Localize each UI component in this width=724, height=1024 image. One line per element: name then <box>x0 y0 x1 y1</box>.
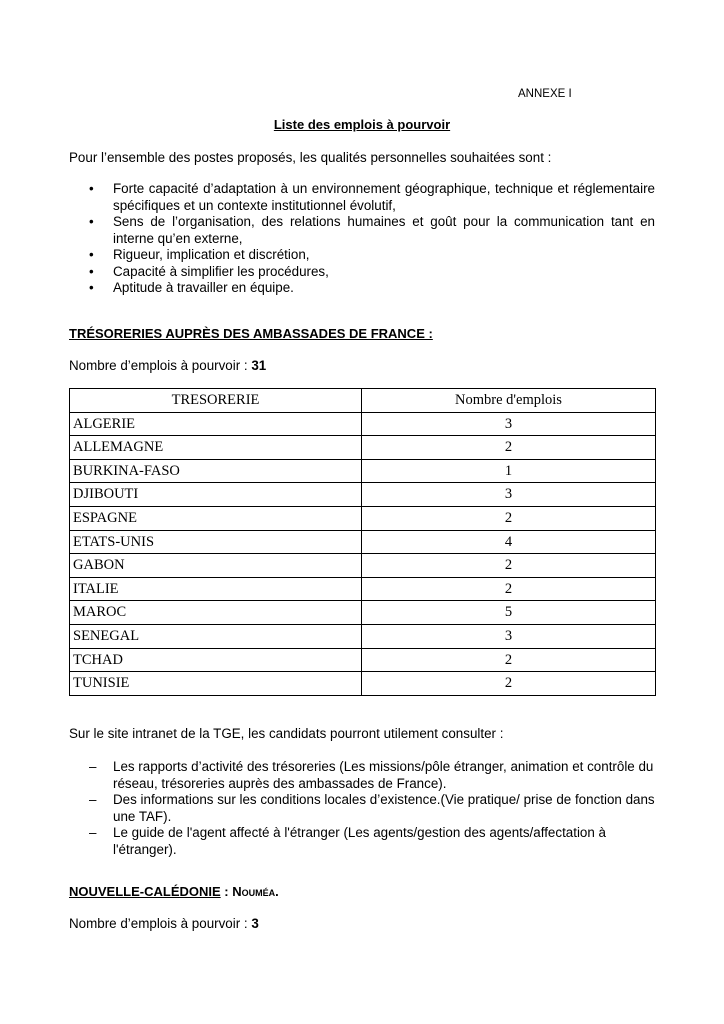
resource-item <box>87 792 655 825</box>
country-cell: BURKINA-FASO <box>70 459 362 483</box>
country-cell: MAROC <box>70 601 362 625</box>
tresoreries-nombre <box>69 358 266 375</box>
table-row <box>70 577 656 601</box>
resource-item <box>87 759 655 792</box>
nc-separator: : <box>220 884 233 899</box>
table-row <box>70 601 656 625</box>
page-title: Liste des emplois à pourvoir <box>273 117 451 132</box>
resources-list <box>87 759 655 858</box>
country-cell: ESPAGNE <box>70 506 362 530</box>
count-cell: 2 <box>362 577 656 601</box>
column-header-tresorerie: TRESORERIE <box>70 389 362 413</box>
count-cell: 3 <box>362 624 656 648</box>
nc-title: NOUVELLE-CALÉDONIE <box>69 884 221 899</box>
table-row <box>70 554 656 578</box>
qualities-list <box>87 181 655 297</box>
quality-item <box>87 247 655 264</box>
bullet-icon: • <box>89 247 94 262</box>
table-header-row <box>70 389 656 413</box>
table-row <box>70 506 656 530</box>
tresoreries-heading: TRÉSORERIES AUPRÈS DES AMBASSADES DE FRANCE : <box>69 326 433 341</box>
intranet-paragraph: Sur le site intranet de la TGE, les candidats pourront utilement consulter : <box>69 726 504 741</box>
resource-text: Des informations sur les conditions locales d’existence.(Vie pratique/ prise de fonction dans une TAF). <box>113 792 655 824</box>
country-cell: ITALIE <box>70 577 362 601</box>
country-cell: GABON <box>70 554 362 578</box>
nc-city: Nouméa. <box>232 884 279 899</box>
count-cell: 2 <box>362 506 656 530</box>
table-row <box>70 412 656 436</box>
nouvelle-caledonie-heading <box>69 884 279 901</box>
resource-text: Le guide de l'agent affecté à l'étranger (Les agents/gestion des agents/affectation à l'étranger). <box>113 825 606 857</box>
count-cell: 2 <box>362 672 656 696</box>
quality-text: Rigueur, implication et discrétion, <box>113 247 310 262</box>
count-cell: 2 <box>362 554 656 578</box>
nc-nombre <box>69 916 259 933</box>
bullet-icon: • <box>89 214 94 229</box>
country-cell: TUNISIE <box>70 672 362 696</box>
count-cell: 4 <box>362 530 656 554</box>
dash-icon: – <box>89 759 97 774</box>
resource-item <box>87 825 655 858</box>
bullet-icon: • <box>89 263 94 279</box>
country-cell: SENEGAL <box>70 624 362 648</box>
table-row <box>70 483 656 507</box>
resource-text: Les rapports d’activité des trésoreries (Les missions/pôle étranger, animation et contrôle du réseau, trésoreries auprès des ambassades de France). <box>113 759 654 791</box>
quality-item <box>87 280 655 297</box>
bullet-icon: • <box>89 181 94 196</box>
intro-paragraph: Pour l’ensemble des postes proposés, les qualités personnelles souhaitées sont : <box>69 150 552 165</box>
quality-text: Sens de l’organisation, des relations humaines et goût pour la communication tant en interne qu’en externe, <box>113 214 655 246</box>
nombre-label: Nombre d’emplois à pourvoir : <box>69 916 252 931</box>
quality-text: Forte capacité d’adaptation à un environnement géographique, technique et réglementaire spécifiques et un contexte institutionnel évolutif, <box>113 181 655 213</box>
count-cell: 2 <box>362 436 656 460</box>
count-cell: 1 <box>362 459 656 483</box>
quality-item <box>87 181 655 214</box>
nombre-value: 3 <box>251 916 259 931</box>
table-body <box>70 412 656 695</box>
nombre-value: 31 <box>251 358 267 373</box>
count-cell: 3 <box>362 483 656 507</box>
quality-item <box>87 264 655 281</box>
tresoreries-table <box>69 388 656 696</box>
count-cell: 2 <box>362 648 656 672</box>
bullet-icon: • <box>89 280 94 295</box>
table-row <box>70 530 656 554</box>
quality-text: Aptitude à travailler en équipe. <box>113 280 294 295</box>
count-cell: 5 <box>362 601 656 625</box>
table-row <box>70 672 656 696</box>
country-cell: TCHAD <box>70 648 362 672</box>
country-cell: ALLEMAGNE <box>70 436 362 460</box>
table-row <box>70 436 656 460</box>
quality-item <box>87 214 655 247</box>
column-header-nombre: Nombre d'emplois <box>362 389 656 413</box>
country-cell: ALGERIE <box>70 412 362 436</box>
country-cell: ETATS-UNIS <box>70 530 362 554</box>
table-row <box>70 459 656 483</box>
table-row <box>70 648 656 672</box>
dash-icon: – <box>89 792 97 807</box>
quality-text: Capacité à simplifier les procédures, <box>113 263 329 279</box>
nombre-label: Nombre d’emplois à pourvoir : <box>69 358 252 373</box>
table-row <box>70 624 656 648</box>
dash-icon: – <box>89 825 97 840</box>
annexe-label: ANNEXE I <box>518 88 572 100</box>
count-cell: 3 <box>362 412 656 436</box>
country-cell: DJIBOUTI <box>70 483 362 507</box>
